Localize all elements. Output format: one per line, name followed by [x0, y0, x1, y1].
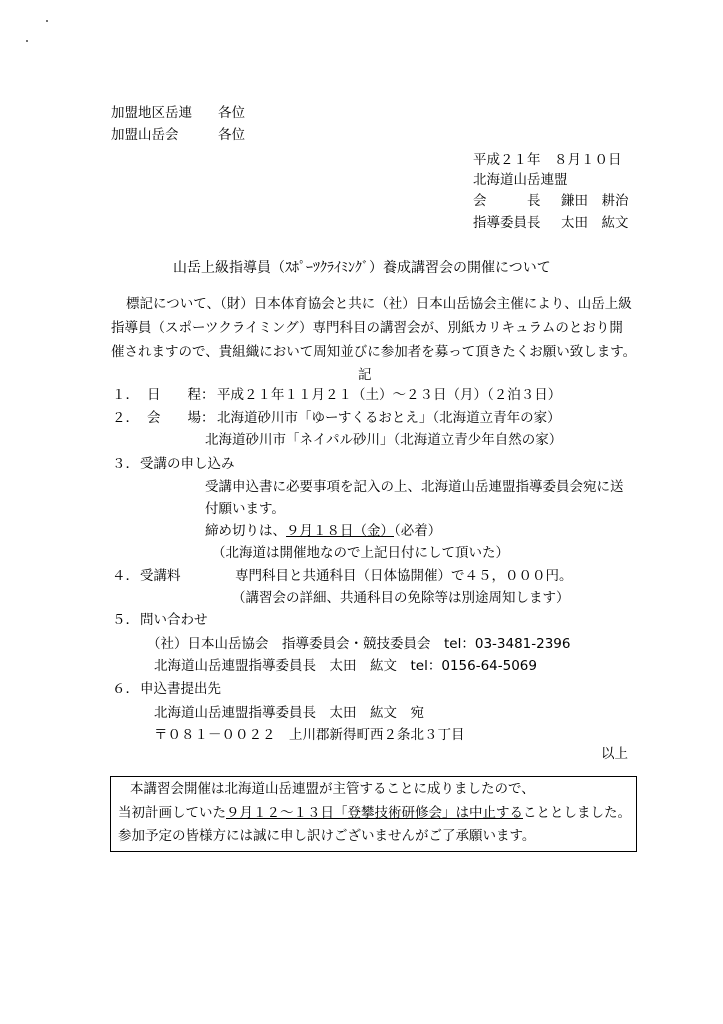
scan-speck: [46, 20, 48, 22]
body-line: 催されますので、貴組織において周知並びに参加者を募って頂きたくお願い致します。: [111, 344, 637, 360]
item-label: 受講料: [140, 568, 181, 584]
item-text: 北海道砂川市「ゆーすくるおとえ」（北海道立青年の家）: [217, 410, 561, 426]
notice-prefix: 当初計画していた: [118, 805, 226, 821]
item-text: 北海道砂川市「ネイパル砂川」（北海道立青少年自然の家）: [205, 432, 563, 448]
body-line: 指導員（スポーツクライミング）専門科目の講習会が、別紙カリキュラムのとおり開: [111, 320, 623, 336]
item-note: （講習会の詳細、共通科目の免除等は別途周知します）: [232, 590, 570, 606]
sender-name: 鎌田 耕治: [561, 193, 629, 209]
deadline-line: [205, 523, 441, 539]
notice-line: 参加予定の皆様方には誠に申し訳けございませんがご了承願います。: [118, 828, 536, 844]
scan-speck: [26, 40, 28, 42]
item-label: 申込書提出先: [140, 681, 221, 697]
contact-line: （社）日本山岳協会 指導委員会・競技委員会 tel：03-3481-2396: [147, 636, 571, 652]
item-text: 平成２１年１１月２１（土）～２３日（月）（２泊３日）: [217, 387, 562, 403]
item-text: 専門科目と共通科目（日体協開催）で４５，０００円。: [235, 568, 573, 584]
notice-suffix: こととしました。: [523, 805, 631, 821]
item-number: １．: [112, 387, 139, 403]
item-text: 付願います。: [205, 501, 285, 517]
sender-name: 太田 紘文: [561, 215, 629, 231]
letter-date: 平成２１年 ８月１０日: [473, 152, 622, 168]
item-number: ５．: [112, 612, 139, 628]
deadline-prefix: 締め切りは、: [205, 523, 286, 539]
sender-org: 北海道山岳連盟: [473, 172, 568, 188]
item-text: 受講申込書に必要事項を記入の上、北海道山岳連盟指導委員会宛に送: [205, 479, 624, 495]
addressee-honorific: 各位: [218, 127, 245, 143]
notice-cancel: ９月１２～１３日「登攀技術研修会」は中止する: [226, 805, 523, 821]
item-label: 日 程：: [147, 387, 215, 403]
item-label: 問い合わせ: [140, 612, 208, 628]
contact-line: 北海道山岳連盟指導委員長 太田 紘文 tel：0156-64-5069: [154, 658, 537, 674]
deadline-date: ９月１８日（金）: [286, 523, 394, 539]
body-line: 標記について、（財）日本体育協会と共に（社）日本山岳協会主催により、山岳上級: [126, 296, 632, 312]
notice-line: [118, 805, 631, 821]
sender-role: 会 長: [473, 193, 541, 209]
notice-line: 本講習会開催は北海道山岳連盟が主管することに成りましたので、: [130, 781, 535, 797]
item-number: ４．: [112, 568, 139, 584]
item-label: 会 場：: [147, 410, 215, 426]
addressee-honorific: 各位: [218, 105, 245, 121]
item-note: （北海道は開催地なので上記日付にして頂いた）: [212, 545, 509, 561]
item-number: ６．: [112, 681, 139, 697]
item-number: ２．: [112, 410, 139, 426]
document-title: 山岳上級指導員（ｽﾎﾟｰﾂｸﾗｲﾐﾝｸﾞ）養成講習会の開催について: [173, 260, 551, 276]
addressee-org: 加盟地区岳連: [111, 105, 192, 121]
closing: 以上: [601, 746, 628, 762]
deadline-suffix: （必着）: [394, 523, 442, 539]
item-label: 受講の申し込み: [140, 456, 235, 472]
item-number: ３．: [112, 456, 139, 472]
submission-line: 北海道山岳連盟指導委員長 太田 紘文 宛: [154, 705, 424, 721]
sender-role: 指導委員長: [473, 215, 541, 231]
ki-heading: 記: [358, 367, 372, 383]
submission-line: 〒０８１－００２２ 上川郡新得町西２条北３丁目: [154, 727, 465, 743]
addressee-org: 加盟山岳会: [111, 127, 179, 143]
